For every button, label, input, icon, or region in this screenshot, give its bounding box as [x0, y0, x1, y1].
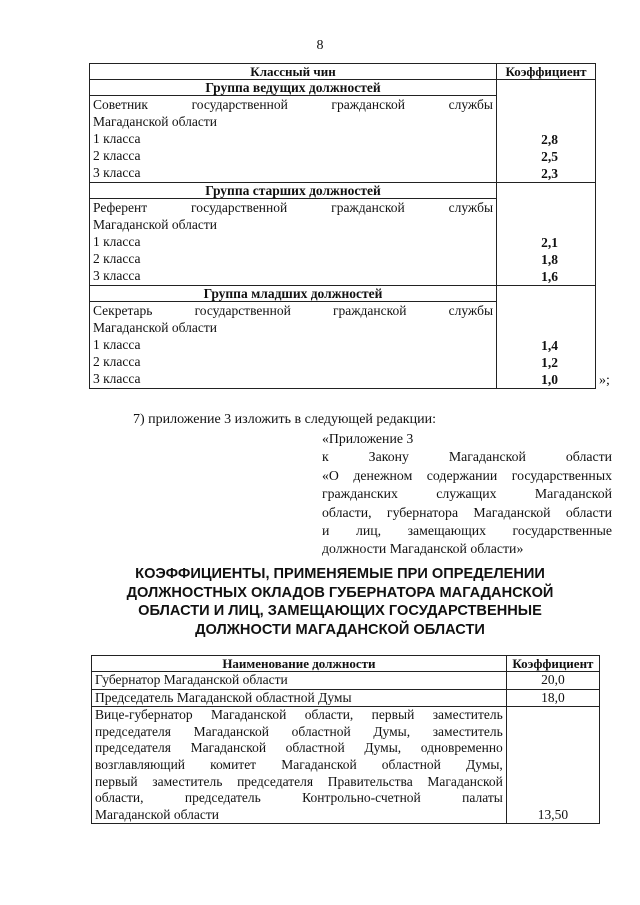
coefficient-value: 1,0 [541, 372, 558, 387]
position-cell [90, 302, 497, 389]
section-heading [95, 565, 585, 639]
column-header-rank: Классный чин [90, 64, 497, 80]
group-title: Группа старших должностей [90, 183, 497, 199]
position-name: Губернатор Магаданской области [92, 672, 507, 690]
coefficient-value: 20,0 [506, 672, 599, 690]
position-name-line: первый заместитель председателя Правительства Магаданской [95, 773, 503, 789]
coefficient-cell [497, 183, 596, 286]
closing-quote-suffix: »; [599, 373, 610, 388]
annex-line: «Приложение 3 [322, 431, 414, 446]
table-row [92, 672, 600, 690]
column-header-position: Наименование должности [92, 656, 507, 672]
position-name-line: области, председатель Контрольно-счетной палаты [95, 790, 503, 806]
class-label: 3 класса [93, 268, 141, 284]
position-name: Председатель Магаданской областной Думы [92, 689, 507, 707]
heading-line: ОБЛАСТИ И ЛИЦ, ЗАМЕЩАЮЩИХ ГОСУДАРСТВЕННЫЕ [138, 603, 542, 619]
group-row [90, 80, 596, 96]
class-label: 1 класса [93, 234, 141, 250]
class-label: 1 класса [93, 131, 141, 147]
coefficient-cell [497, 286, 596, 389]
column-header-coefficient: Коэффициент [497, 64, 596, 80]
column-header-coefficient: Коэффициент [506, 656, 599, 672]
table-header-row [92, 656, 600, 672]
class-rank-coefficients-table [89, 63, 596, 389]
group-row [90, 286, 596, 302]
position-name-line: председателя Магаданской областной Думы, одновременно [95, 740, 503, 756]
amendment-item-7: 7) приложение 3 изложить в следующей редакции: [133, 412, 436, 427]
annex-line: области, губернатора Магаданской области [322, 504, 612, 520]
position-region: Магаданской области [93, 114, 217, 130]
position-coefficients-table [91, 655, 600, 824]
coefficient-value: 1,2 [541, 355, 558, 370]
table-row [92, 689, 600, 707]
position-name [92, 707, 507, 824]
position-region: Магаданской области [93, 320, 217, 336]
annex-line: к Закону Магаданской области [322, 449, 613, 465]
position-title: Референт государственной гражданской службы [93, 200, 494, 216]
class-label: 3 класса [93, 371, 141, 387]
page-number: 8 [316, 38, 324, 53]
class-label: 2 класса [93, 354, 141, 370]
position-cell [90, 199, 497, 286]
heading-line: КОЭФФИЦИЕНТЫ, ПРИМЕНЯЕМЫЕ ПРИ ОПРЕДЕЛЕНИИ [135, 566, 545, 582]
heading-line: ДОЛЖНОСТИ МАГАДАНСКОЙ ОБЛАСТИ [195, 621, 485, 638]
position-name-line: Магаданской области [95, 806, 219, 822]
annex-line: и лиц, замещающих государственные [322, 523, 612, 539]
coefficient-value: 2,3 [541, 166, 558, 181]
position-title: Советник государственной гражданской службы [93, 97, 493, 113]
annex-header [322, 430, 612, 559]
class-label: 1 класса [93, 337, 141, 353]
class-label: 2 класса [93, 251, 141, 267]
coefficient-value: 2,8 [541, 132, 558, 147]
group-title: Группа ведущих должностей [90, 80, 497, 96]
coefficient-value: 1,4 [541, 338, 558, 353]
heading-line: ДОЛЖНОСТНЫХ ОКЛАДОВ ГУБЕРНАТОРА МАГАДАНСКОЙ [126, 584, 554, 601]
coefficient-value: 1,8 [541, 252, 558, 267]
position-name-line: Вице-губернатор Магаданской области, первый заместитель [95, 707, 503, 723]
table-header-row [90, 64, 596, 80]
coefficient-value: 2,1 [541, 235, 558, 250]
annex-line: «О денежном содержании государственных [322, 467, 612, 483]
position-title: Секретарь государственной гражданской службы [93, 303, 494, 319]
class-label: 3 класса [93, 165, 141, 181]
coefficient-value: 1,6 [541, 269, 558, 284]
position-name-line: возглавляющий комитет Магаданской областной Думы, [95, 756, 503, 772]
annex-line: гражданских служащих Магаданской [322, 486, 612, 502]
group-row [90, 183, 596, 199]
position-region: Магаданской области [93, 217, 217, 233]
annex-line: должности Магаданской области» [322, 541, 524, 557]
coefficient-value: 18,0 [506, 689, 599, 707]
table-row [92, 707, 600, 824]
coefficient-value: 13,50 [506, 707, 599, 824]
position-name-line: председателя Магаданской областной Думы, заместитель [95, 723, 503, 739]
coefficient-value: 2,5 [541, 149, 558, 164]
group-title: Группа младших должностей [90, 286, 497, 302]
class-label: 2 класса [93, 148, 141, 164]
position-cell [90, 96, 497, 183]
coefficient-cell [497, 80, 596, 183]
